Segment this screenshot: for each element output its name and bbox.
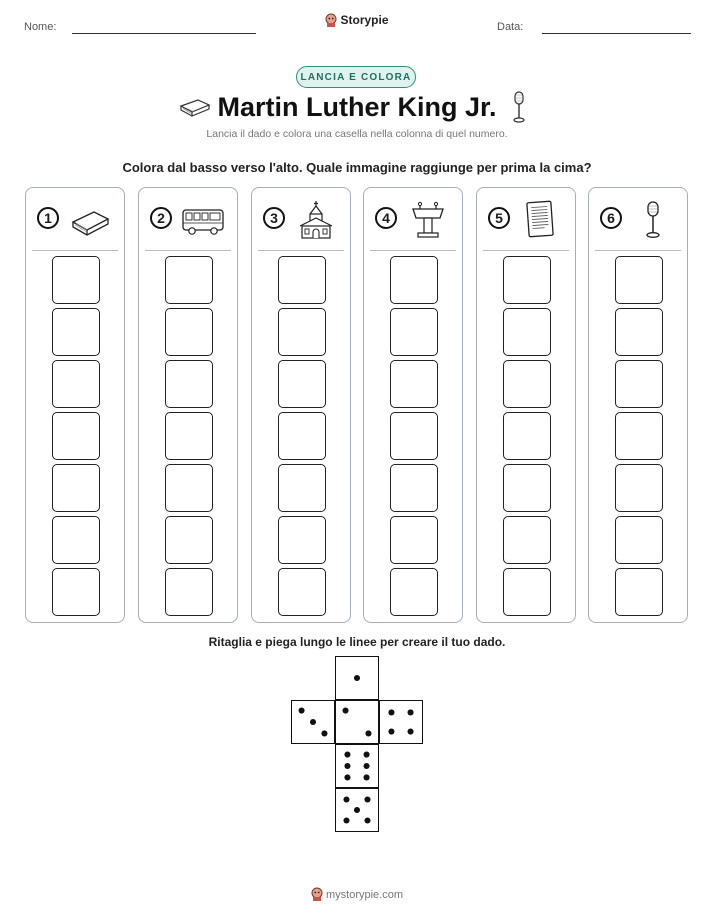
color-box[interactable] xyxy=(165,412,213,460)
color-box[interactable] xyxy=(390,308,438,356)
page-title: Martin Luther King Jr. xyxy=(217,92,497,122)
color-box[interactable] xyxy=(52,360,100,408)
column-divider xyxy=(370,250,456,251)
brand-logo xyxy=(0,13,714,27)
color-box[interactable] xyxy=(615,308,663,356)
color-box[interactable] xyxy=(52,308,100,356)
color-box[interactable] xyxy=(278,308,326,356)
color-box[interactable] xyxy=(615,516,663,564)
color-box[interactable] xyxy=(615,464,663,512)
color-box[interactable] xyxy=(278,568,326,616)
column-2 xyxy=(138,187,238,623)
color-box[interactable] xyxy=(503,360,551,408)
color-box[interactable] xyxy=(503,464,551,512)
color-box[interactable] xyxy=(503,412,551,460)
color-box[interactable] xyxy=(165,464,213,512)
color-box[interactable] xyxy=(278,360,326,408)
color-box[interactable] xyxy=(615,568,663,616)
column-number: 3 xyxy=(263,207,285,229)
column-number: 1 xyxy=(37,207,59,229)
column-divider xyxy=(595,250,681,251)
color-box[interactable] xyxy=(503,256,551,304)
column-1 xyxy=(25,187,125,623)
color-box[interactable] xyxy=(52,412,100,460)
date-line[interactable] xyxy=(542,33,691,34)
color-box[interactable] xyxy=(390,256,438,304)
bus-icon xyxy=(181,200,225,240)
column-number: 2 xyxy=(150,207,172,229)
color-box[interactable] xyxy=(615,256,663,304)
dice-face-5 xyxy=(335,788,379,832)
page-subtitle: Lancia il dado e colora una casella nella colonna di quel numero. xyxy=(206,128,508,140)
color-box[interactable] xyxy=(52,464,100,512)
date-label: Data: xyxy=(497,21,524,33)
storypie-mascot-icon xyxy=(325,13,337,27)
church-icon xyxy=(294,200,338,240)
dice-face-6 xyxy=(335,744,379,788)
activity-badge: LANCIA E COLORA xyxy=(296,66,416,88)
color-box[interactable] xyxy=(52,568,100,616)
color-box[interactable] xyxy=(615,412,663,460)
dice-face-2 xyxy=(335,700,379,744)
color-box[interactable] xyxy=(278,464,326,512)
microphone-icon xyxy=(631,200,675,240)
color-box[interactable] xyxy=(52,256,100,304)
column-4 xyxy=(363,187,463,623)
dice-face-4 xyxy=(379,700,423,744)
color-box[interactable] xyxy=(503,568,551,616)
cut-instruction: Ritaglia e piega lungo le linee per creare il tuo dado. xyxy=(208,635,506,649)
column-divider xyxy=(483,250,569,251)
color-box[interactable] xyxy=(165,568,213,616)
color-box[interactable] xyxy=(390,412,438,460)
color-box[interactable] xyxy=(278,256,326,304)
color-box[interactable] xyxy=(165,256,213,304)
color-box[interactable] xyxy=(503,308,551,356)
footer-url[interactable]: mystorypie.com xyxy=(325,889,404,901)
color-box[interactable] xyxy=(165,308,213,356)
color-box[interactable] xyxy=(615,360,663,408)
column-3 xyxy=(251,187,351,623)
book-icon xyxy=(68,200,112,240)
column-number: 5 xyxy=(488,207,510,229)
footer xyxy=(0,887,714,901)
podium-icon xyxy=(406,200,450,240)
column-divider xyxy=(32,250,118,251)
document-icon xyxy=(519,200,563,240)
color-box[interactable] xyxy=(52,516,100,564)
color-box[interactable] xyxy=(390,464,438,512)
coloring-instruction: Colora dal basso verso l'alto. Quale immagine raggiunge per prima la cima? xyxy=(122,160,592,175)
column-number: 4 xyxy=(375,207,397,229)
color-box[interactable] xyxy=(390,568,438,616)
name-line[interactable] xyxy=(72,33,256,34)
column-6 xyxy=(588,187,688,623)
color-box[interactable] xyxy=(390,360,438,408)
microphone-icon xyxy=(508,90,530,124)
color-box[interactable] xyxy=(278,516,326,564)
color-box[interactable] xyxy=(165,360,213,408)
color-box[interactable] xyxy=(390,516,438,564)
column-divider xyxy=(145,250,231,251)
storypie-mascot-icon xyxy=(311,887,323,901)
name-label: Nome: xyxy=(24,21,57,33)
column-5 xyxy=(476,187,576,623)
color-box[interactable] xyxy=(165,516,213,564)
dice-face-1 xyxy=(335,656,379,700)
dice-face-3 xyxy=(291,700,335,744)
color-box[interactable] xyxy=(503,516,551,564)
column-divider xyxy=(258,250,344,251)
color-box[interactable] xyxy=(278,412,326,460)
brand-name: Storypie xyxy=(340,13,389,27)
column-number: 6 xyxy=(600,207,622,229)
